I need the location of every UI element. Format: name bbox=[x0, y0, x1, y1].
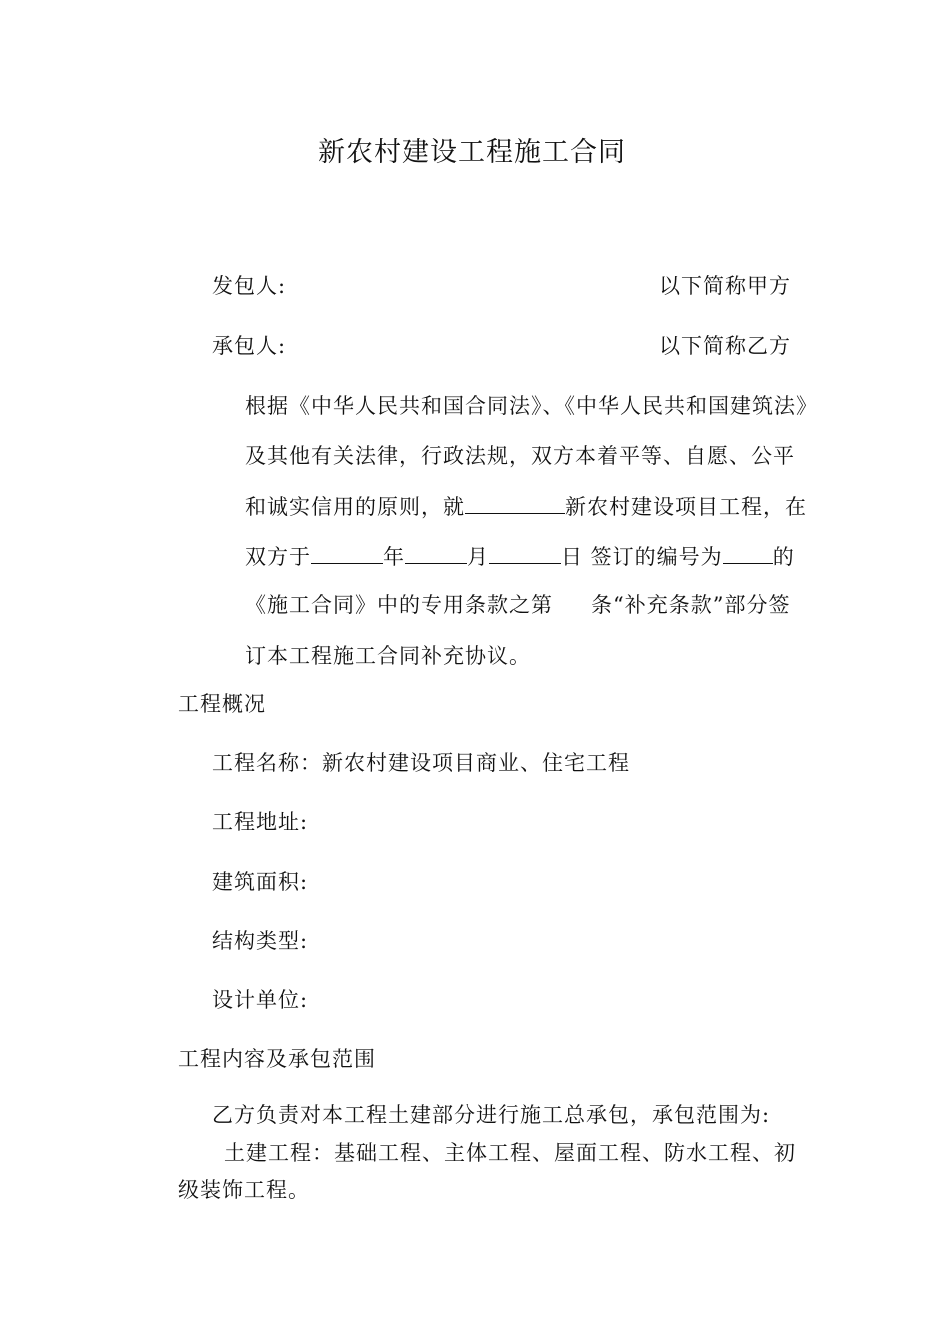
preamble-line-3 bbox=[245, 491, 807, 521]
preamble-line-1: 根据《中华人民共和国合同法》、《中华人民共和国建筑法》 bbox=[245, 394, 818, 418]
preamble-line-4-end: 的 bbox=[772, 545, 795, 569]
scope-line-1: 乙方负责对本工程土建部分进行施工总承包，承包范围为: bbox=[212, 1103, 771, 1127]
preamble-line-3-end: 新农村建设项目工程，在 bbox=[565, 495, 807, 519]
building-area: 建筑面积: bbox=[212, 870, 309, 894]
preamble-line-4 bbox=[245, 541, 795, 571]
preamble-line-6: 订本工程施工合同补充协议。 bbox=[245, 644, 531, 668]
scope-heading: 工程内容及承包范围 bbox=[178, 1047, 376, 1071]
preamble-line-5-start: 《施工合同》中的专用条款之第 bbox=[245, 593, 553, 617]
month-label: 月 bbox=[467, 545, 489, 569]
employer-note: 以下简称甲方 bbox=[659, 274, 791, 298]
day-label: 日 签订的编号为 bbox=[561, 545, 723, 569]
preamble-line-4-start: 双方于 bbox=[245, 545, 311, 569]
day-blank bbox=[489, 541, 561, 564]
month-blank bbox=[405, 541, 467, 564]
year-blank bbox=[311, 541, 383, 564]
contractor-note: 以下简称乙方 bbox=[659, 334, 791, 358]
preamble-line-3-start: 和诚实信用的原则，就 bbox=[245, 495, 465, 519]
preamble-line-2: 及其他有关法律，行政法规，双方本着平等、自愿、公平 bbox=[245, 444, 795, 468]
scope-line-2: 土建工程：基础工程、主体工程、屋面工程、防水工程、初 bbox=[224, 1141, 796, 1165]
number-blank bbox=[723, 541, 773, 564]
contractor-label: 承包人: bbox=[212, 334, 287, 358]
page-title: 新农村建设工程施工合同 bbox=[318, 137, 626, 168]
overview-heading: 工程概况 bbox=[178, 692, 266, 716]
project-name-blank bbox=[465, 491, 565, 514]
preamble-line-5-end: 条“补充条款”部分签 bbox=[591, 593, 791, 617]
structure-type: 结构类型: bbox=[212, 929, 309, 953]
year-label: 年 bbox=[383, 545, 405, 569]
project-name: 工程名称：新农村建设项目商业、住宅工程 bbox=[212, 751, 630, 775]
project-address: 工程地址: bbox=[212, 810, 309, 834]
scope-line-3: 级装饰工程。 bbox=[178, 1178, 310, 1202]
employer-label: 发包人: bbox=[212, 274, 287, 298]
design-unit: 设计单位: bbox=[212, 988, 309, 1012]
preamble-line-5 bbox=[245, 591, 790, 619]
